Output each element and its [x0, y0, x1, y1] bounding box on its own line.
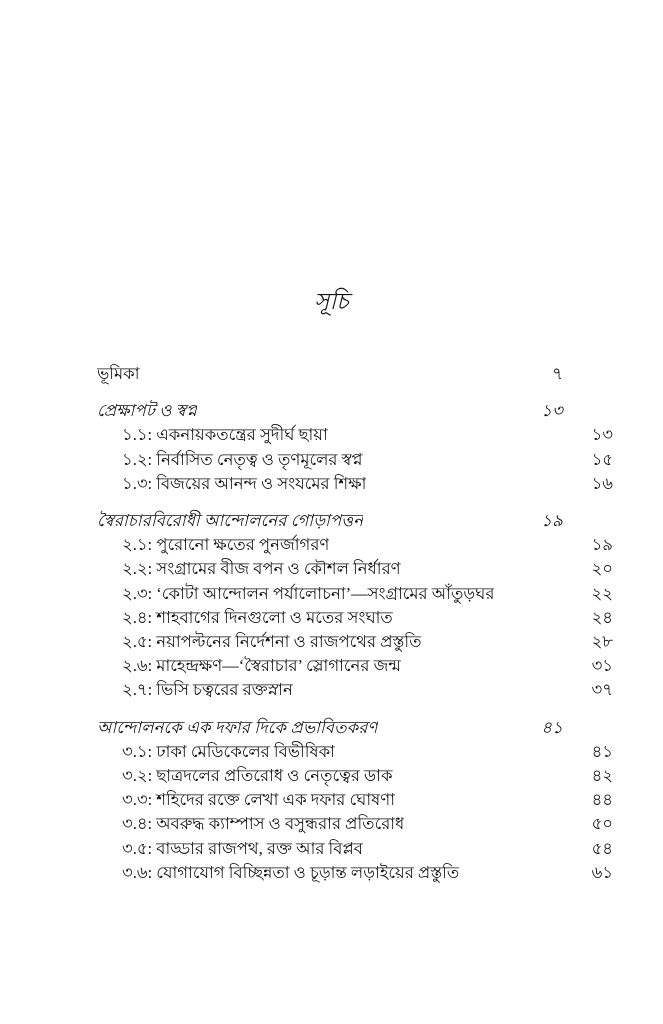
toc-entry-page-number: ৬১	[591, 862, 613, 882]
toc-entry-page-number: ৫০	[591, 814, 613, 834]
toc-entry-label: ৩.৩: শহিদের রক্তে লেখা এক দফার ঘোষণা	[122, 790, 395, 810]
toc-subentry-row[interactable]	[97, 630, 613, 654]
toc-entry-page-number: ১৯	[541, 511, 563, 531]
toc-entry-label: স্বৈরাচারবিরোধী আন্দোলনের গোড়াপত্তন	[97, 511, 364, 531]
toc-subentry-row[interactable]	[97, 448, 613, 472]
toc-entry-label: ২.৫: নয়াপল্টনের নির্দেশনা ও রাজপথের প্রস্তুতি	[122, 632, 422, 652]
toc-subentry-row[interactable]	[97, 423, 613, 447]
page-title: সূচি	[314, 289, 349, 314]
toc-entry-label: ১.১: একনায়কতন্ত্রের সুদীর্ঘ ছায়া	[122, 425, 328, 445]
toc-entry-label: ২.২: সংগ্রামের বীজ বপন ও কৌশল নির্ধারণ	[122, 559, 401, 579]
toc-chapter-row[interactable]	[97, 399, 563, 423]
toc-subentry-row[interactable]	[97, 533, 613, 557]
toc-group-chapter-3	[97, 716, 613, 885]
toc-entry-label: ১.২: নির্বাসিত নেতৃত্ব ও তৃণমূলের স্বপ্ন	[122, 449, 363, 469]
toc-subentry-row[interactable]	[97, 788, 613, 812]
toc-subentry-row[interactable]	[97, 740, 613, 764]
toc-entry-page-number: ৪৪	[591, 790, 613, 810]
toc-entry-label: ৩.১: ঢাকা মেডিকেলের বিভীষিকা	[122, 741, 335, 761]
toc-entry-page-number: ২৪	[591, 607, 613, 627]
toc-subentry-row[interactable]	[97, 557, 613, 581]
toc-subentry-row[interactable]	[97, 654, 613, 678]
toc-entry-label: ভূমিকা	[97, 364, 140, 383]
toc-frontmatter-row[interactable]	[97, 362, 563, 386]
toc-entry-page-number: ১৯	[591, 535, 613, 555]
toc-entry-page-number: ৭	[552, 364, 563, 383]
toc-entry-page-number: ১৩	[591, 425, 613, 445]
toc-entry-label: ২.৭: ভিসি চত্বরের রক্তস্নান	[122, 680, 293, 700]
toc-subentry-row[interactable]	[97, 582, 613, 606]
toc-subentry-row[interactable]	[97, 678, 613, 702]
toc-subentry-row[interactable]	[97, 861, 613, 885]
toc-entry-page-number: ৪১	[541, 717, 563, 737]
toc-entry-label: আন্দোলনকে এক দফার দিকে প্রভাবিতকরণ	[97, 717, 378, 737]
toc-subentry-row[interactable]	[97, 812, 613, 836]
toc-subentry-row[interactable]	[97, 764, 613, 788]
toc-chapter-row[interactable]	[97, 509, 563, 533]
toc-group-front-matter	[97, 362, 563, 386]
toc-entry-page-number: ২০	[591, 559, 613, 579]
toc-entry-label: ২.৬: মাহেন্দ্রক্ষণ—‘স্বৈরাচার’ স্লোগানের জন্ম	[122, 656, 401, 676]
toc-entry-page-number: ১৫	[591, 449, 613, 469]
toc-entry-label: ২.১: পুরোনো ক্ষতের পুনর্জাগরণ	[122, 535, 330, 555]
toc-subentry-row[interactable]	[97, 472, 613, 496]
toc-entry-page-number: ৪২	[591, 766, 613, 786]
toc-entry-page-number: ৫৪	[591, 838, 613, 858]
toc-entry-label: ৩.৪: অবরুদ্ধ ক্যাম্পাস ও বসুন্ধরার প্রতিরোধ	[122, 814, 405, 834]
toc-entry-page-number: ৩৭	[591, 680, 613, 700]
toc-subentry-row[interactable]	[97, 837, 613, 861]
toc-entry-label: ৩.৬: যোগাযোগ বিচ্ছিন্নতা ও চূড়ান্ত লড়াইয়ের প্রস্তুতি	[122, 862, 460, 882]
toc-entry-page-number: ১৬	[591, 473, 613, 493]
toc-entry-page-number: ১৩	[541, 401, 563, 421]
toc-chapter-row[interactable]	[97, 716, 563, 740]
toc-group-chapter-1	[97, 399, 613, 496]
toc-entry-page-number: ৪১	[591, 741, 613, 761]
toc-entry-label: ১.৩: বিজয়ের আনন্দ ও সংযমের শিক্ষা	[122, 473, 367, 493]
toc-entry-label: ২.৪: শাহবাগের দিনগুলো ও মতের সংঘাত	[122, 607, 393, 627]
toc-entry-label: ২.৩: ‘কোটা আন্দোলন পর্যালোচনা’—সংগ্রামের আঁতুড়ঘর	[122, 583, 495, 603]
toc-entry-page-number: ৩১	[591, 656, 613, 676]
toc-entry-page-number: ২২	[591, 583, 613, 603]
toc-entry-label: ৩.২: ছাত্রদলের প্রতিরোধ ও নেতৃত্বের ডাক	[122, 766, 393, 786]
toc-group-chapter-2	[97, 509, 613, 703]
table-of-contents	[97, 362, 613, 885]
toc-subentry-row[interactable]	[97, 606, 613, 630]
toc-entry-label: প্রেক্ষাপট ও স্বপ্ন	[97, 401, 197, 421]
toc-entry-label: ৩.৫: বাড্ডার রাজপথ, রক্ত আর বিপ্লব	[122, 838, 363, 858]
toc-entry-page-number: ২৮	[591, 632, 613, 652]
